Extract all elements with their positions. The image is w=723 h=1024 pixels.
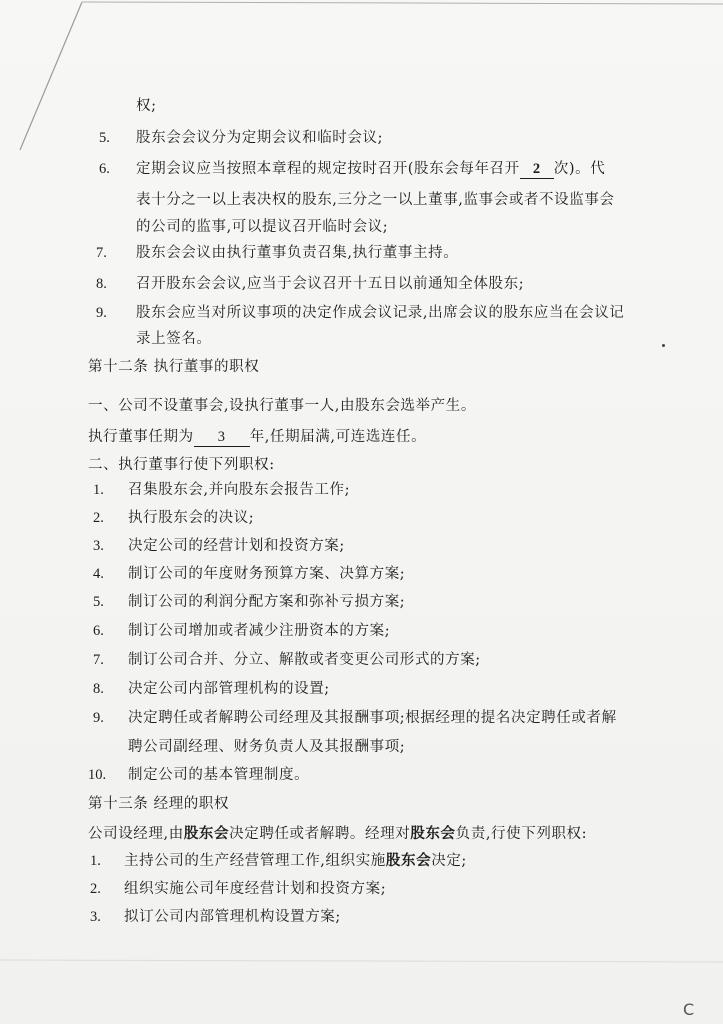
item-number: 1. [93, 482, 104, 498]
item-number: 10. [88, 767, 107, 783]
text-segment: 主持公司的生产经营管理工作,组织实施 [124, 853, 386, 869]
corner-handwritten-mark: C [683, 1000, 695, 1019]
item-number: 7. [96, 245, 107, 261]
item-number: 6. [93, 623, 104, 639]
text-line: 拟订公司内部管理机构设置方案; [124, 909, 341, 925]
item-number: 2. [90, 881, 101, 897]
text-segment-bold: 股东会 [183, 825, 230, 842]
text-segment: 定期会议应当按照本章程的规定按时召开(股东会每年召开 [136, 161, 520, 177]
section-heading: 第十三条 经理的职权 [88, 796, 230, 812]
text-line: 召集股东会,并向股东会报告工作; [128, 482, 351, 498]
item-number: 9. [93, 710, 104, 726]
text-segment: 年,任期届满,可连选连任。 [249, 429, 427, 445]
text-segment-bold: 股东会 [410, 825, 456, 842]
text-line: 表十分之一以上表决权的股东,三分之一以上董事,监事会或者不设监事会 [136, 192, 615, 208]
text-line: 股东会会议由执行董事负责召集,执行董事主持。 [136, 245, 459, 261]
text-line: 决定公司的经营计划和投资方案; [128, 538, 345, 554]
text-line: 制订公司的利润分配方案和弥补亏损方案; [128, 594, 406, 610]
term-years-blank: 3 [194, 429, 250, 447]
item-number: 5. [99, 130, 110, 146]
section-heading: 第十二条 执行董事的职权 [88, 359, 260, 375]
meeting-count-blank: 2 [520, 161, 554, 179]
text-line: 二、执行董事行使下列职权: [88, 457, 275, 473]
item-number: 9. [96, 305, 107, 321]
text-line: 一、公司不设董事会,设执行董事一人,由股东会选举产生。 [88, 398, 476, 414]
text-line: 录上签名。 [136, 331, 212, 347]
text-line: 聘公司副经理、财务负责人及其报酬事项; [128, 739, 406, 755]
text-segment: 决定聘任或者解聘。经理对 [229, 826, 411, 842]
text-line [136, 159, 605, 179]
item-number: 1. [90, 853, 101, 869]
text-segment: 执行董事任期为 [88, 429, 194, 445]
text-line: 制定公司的基本管理制度。 [128, 767, 310, 783]
item-number: 8. [96, 276, 107, 292]
text-line: 权; [136, 98, 157, 114]
text-line: 股东会会议分为定期会议和临时会议; [136, 130, 384, 146]
text-line: 股东会应当对所议事项的决定作成会议记录,出席会议的股东应当在会议记 [136, 305, 625, 321]
text-line: 执行股东会的决议; [128, 510, 255, 526]
item-number: 4. [93, 566, 104, 582]
text-line: 制订公司的年度财务预算方案、决算方案; [128, 566, 406, 582]
item-number: 8. [93, 681, 104, 697]
text-line: 制订公司增加或者减少注册资本的方案; [128, 623, 391, 639]
text-line: 组织实施公司年度经营计划和投资方案; [124, 881, 387, 897]
text-line [124, 851, 467, 871]
item-number: 2. [93, 510, 104, 526]
scan-speck [662, 344, 665, 347]
text-line [88, 824, 587, 844]
text-segment-bold: 股东会 [385, 852, 432, 869]
text-line: 的公司的监事,可以提议召开临时会议; [136, 219, 389, 235]
text-line: 召开股东会会议,应当于会议召开十五日以前通知全体股东; [136, 276, 525, 292]
text-line: 决定聘任或者解聘公司经理及其报酬事项;根据经理的提名决定聘任或者解 [128, 710, 617, 726]
text-segment: 公司设经理,由 [88, 826, 184, 842]
item-number: 3. [90, 909, 101, 925]
item-number: 3. [93, 538, 104, 554]
text-segment: 负责,行使下列职权: [455, 826, 588, 842]
item-number: 5. [93, 594, 104, 610]
text-line [88, 427, 426, 447]
text-segment: 次)。代 [553, 161, 606, 177]
text-segment: 决定; [431, 853, 467, 869]
item-number: 6. [99, 161, 110, 177]
item-number: 7. [93, 652, 104, 668]
text-line: 决定公司内部管理机构的设置; [128, 681, 330, 697]
text-line: 制订公司合并、分立、解散或者变更公司形式的方案; [128, 652, 481, 668]
